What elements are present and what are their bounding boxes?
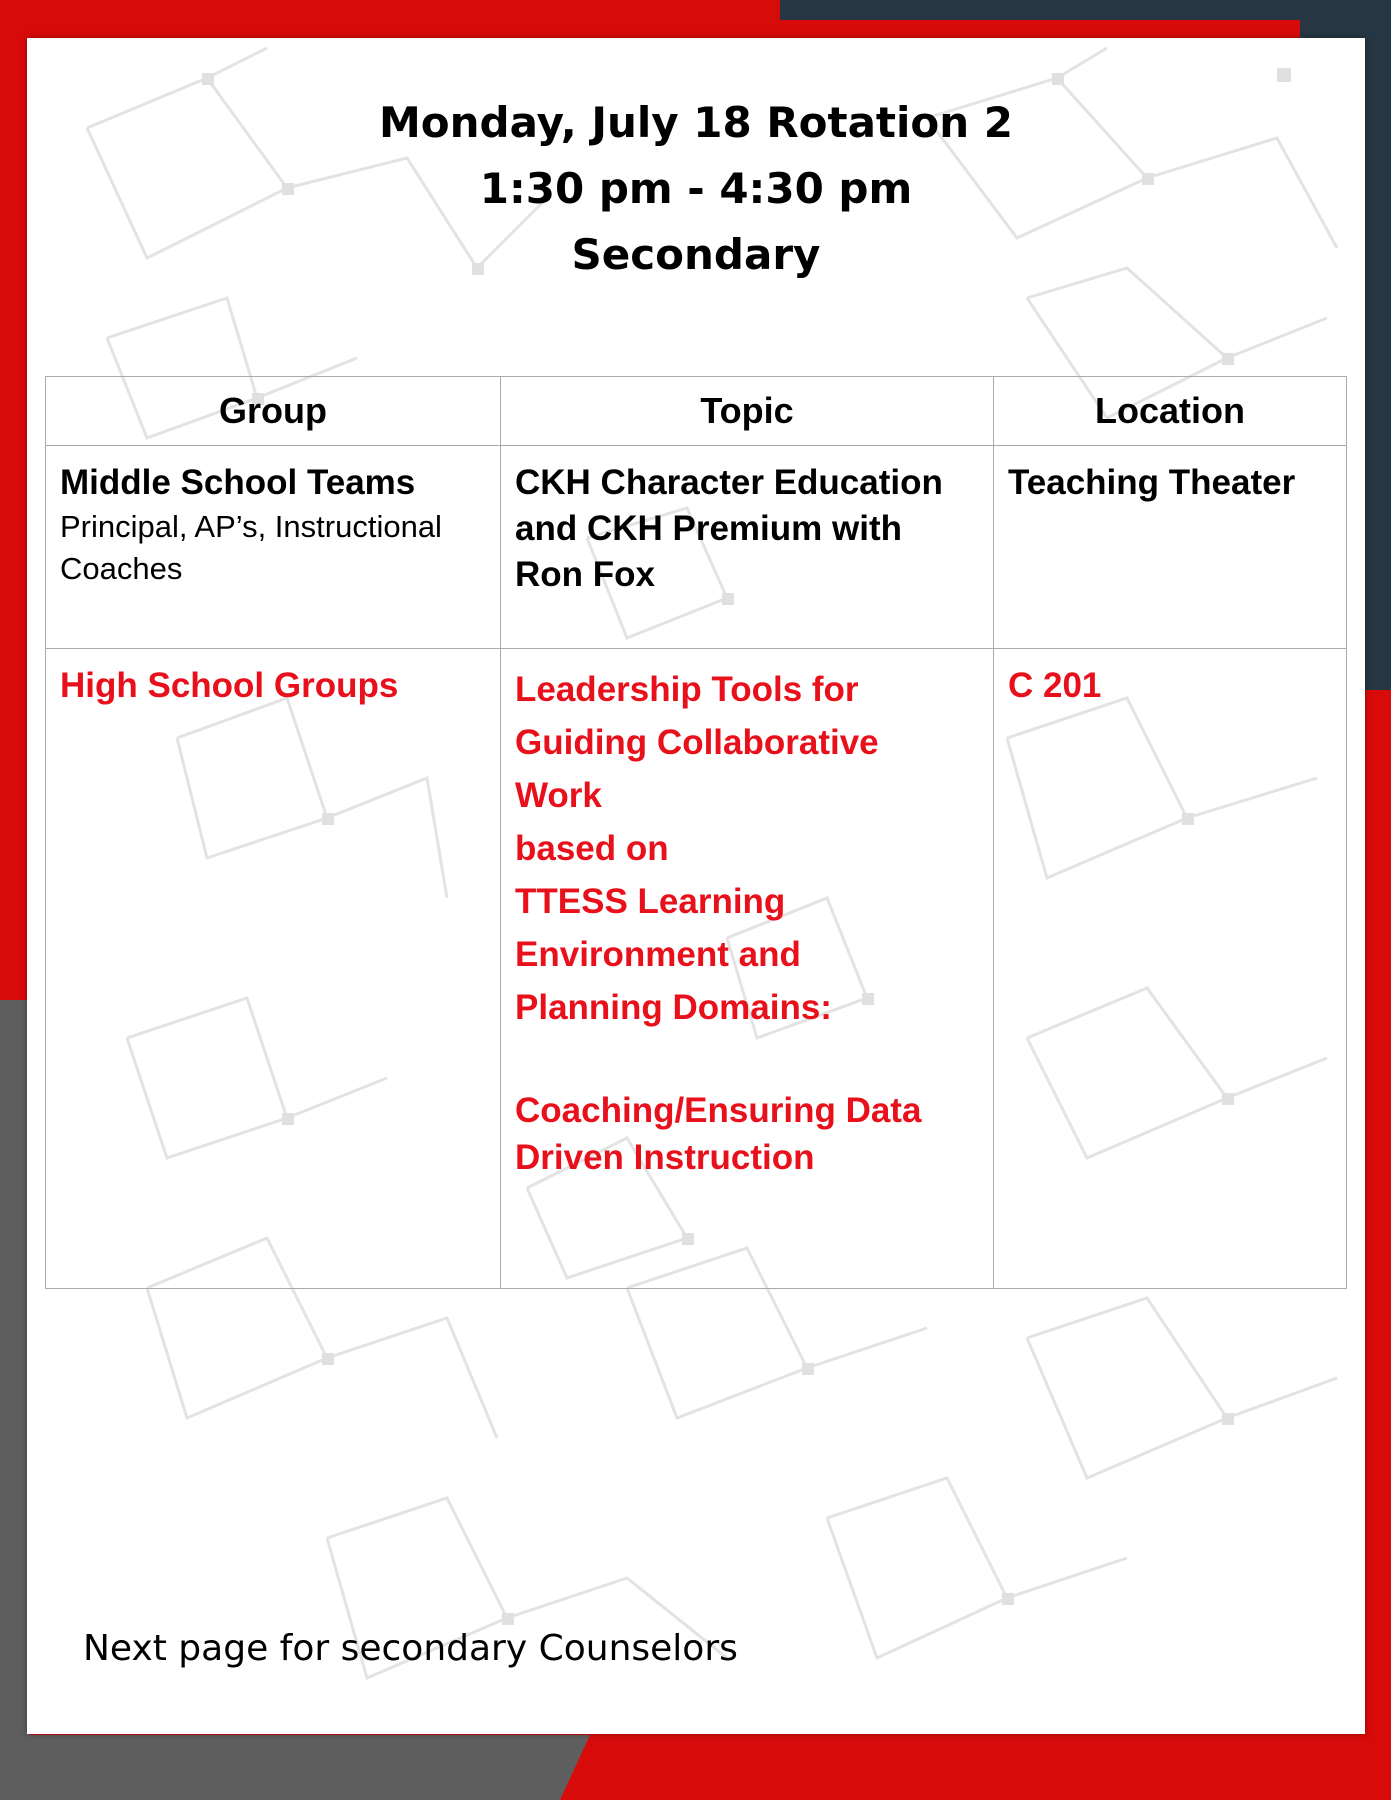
table-row <box>46 446 1347 649</box>
topic-line: based on <box>515 829 669 868</box>
title-level: Secondary <box>571 230 821 279</box>
header-location: Location <box>994 377 1347 446</box>
topic-line: Guiding Collaborative <box>515 723 879 762</box>
topic-cell <box>501 446 994 649</box>
title-time: 1:30 pm - 4:30 pm <box>479 164 913 213</box>
page-title <box>27 90 1365 288</box>
topic-line-blank <box>515 1034 979 1087</box>
location-cell <box>994 446 1347 649</box>
title-date-rotation: Monday, July 18 Rotation 2 <box>378 98 1014 147</box>
footer-note: Next page for secondary Counselors <box>83 1628 738 1669</box>
location-text: Teaching Theater <box>1008 463 1296 502</box>
location-text: C 201 <box>1008 666 1102 705</box>
schedule-table <box>45 376 1347 1289</box>
topic-line: Leadership Tools for <box>515 670 859 709</box>
group-cell <box>46 446 501 649</box>
topic-line: Driven Instruction <box>515 1138 815 1177</box>
topic-line: Environment and <box>515 935 801 974</box>
document-page <box>27 38 1365 1734</box>
topic-line: TTESS Learning <box>515 882 786 921</box>
table-row <box>46 649 1347 1289</box>
group-name: High School Groups <box>60 666 399 705</box>
topic-cell <box>501 649 994 1289</box>
topic-text: CKH Character Education and CKH Premium with Ron Fox <box>515 463 943 594</box>
header-topic: Topic <box>501 377 994 446</box>
topic-line: Planning Domains: <box>515 988 832 1027</box>
location-cell <box>994 649 1347 1289</box>
table-header-row <box>46 377 1347 446</box>
topic-line: Coaching/Ensuring Data <box>515 1091 922 1130</box>
group-detail: Principal, AP’s, Instructional Coaches <box>60 509 442 586</box>
header-group: Group <box>46 377 501 446</box>
group-name: Middle School Teams <box>60 463 416 502</box>
group-cell <box>46 649 501 1289</box>
topic-line: Work <box>515 776 602 815</box>
